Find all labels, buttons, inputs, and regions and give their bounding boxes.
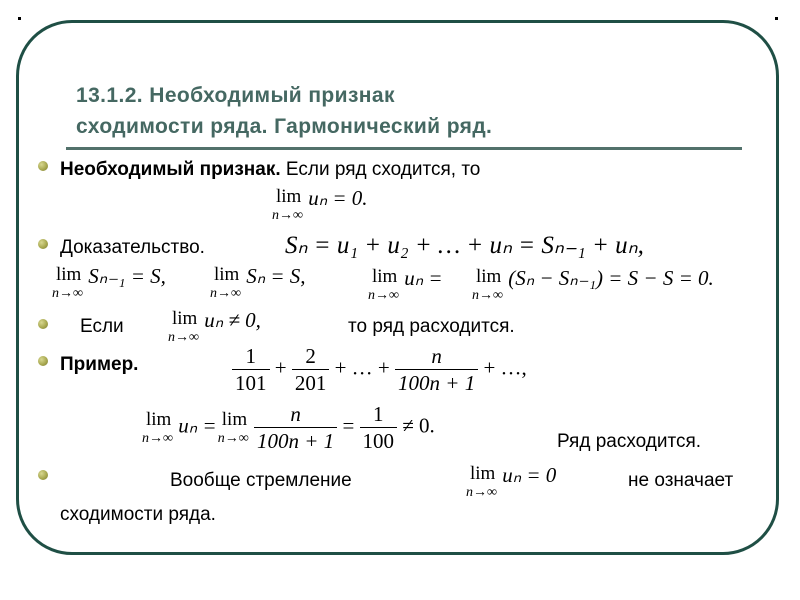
example-limit-frac-num: n: [290, 402, 301, 426]
slide-title-line2: сходимости ряда. Гармонический ряд.: [76, 115, 493, 138]
remark-text-line2: сходимости ряда.: [60, 504, 216, 525]
criterion-formula-body: uₙ = 0.: [308, 186, 368, 210]
bullet-1: [38, 161, 48, 171]
remark-text-end: не означает: [628, 470, 734, 491]
proof-limit-4-body: (Sₙ − Sₙ₋₁) = S − S = 0.: [508, 266, 714, 290]
proof-limit-1: [52, 264, 166, 302]
example-label-text: Пример.: [60, 354, 139, 375]
example-limit-un: uₙ =: [178, 413, 217, 438]
example-series: [232, 344, 527, 395]
series-term-n-num: n: [431, 344, 442, 368]
lim-subscript: n→∞: [142, 430, 173, 446]
series-term-1-den: 101: [232, 369, 270, 395]
lim-word: lim: [476, 266, 502, 287]
lim-subscript: n→∞: [272, 208, 303, 223]
example-limit-eq: =: [342, 413, 355, 438]
lim-subscript: n→∞: [217, 430, 249, 446]
series-dots: + … +: [334, 355, 390, 380]
proof-main-formula-body: Sₙ = u₁ + u₂ + … + uₙ = Sₙ₋₁ + uₙ,: [285, 232, 644, 259]
lim-subscript: n→∞: [472, 288, 503, 303]
series-tail: + …,: [483, 355, 527, 380]
example-limit-frac2-den: 100: [360, 427, 398, 453]
example-limit-frac-den: 100n + 1: [254, 427, 337, 453]
lim-word: lim: [372, 266, 398, 287]
proof-limit-3-body: uₙ =: [404, 266, 443, 290]
lim-word: lim: [470, 463, 496, 484]
divergence-then: то ряд расходится.: [348, 316, 515, 337]
proof-label: Доказательство.: [60, 237, 205, 258]
lim-subscript: n→∞: [168, 330, 199, 345]
criterion-label: Необходимый признак.: [60, 159, 281, 180]
example-label: [60, 354, 138, 376]
lim-subscript: n→∞: [52, 286, 83, 301]
proof-limit-3: [368, 266, 443, 304]
series-term-1-num: 1: [245, 344, 256, 368]
criterion-formula: [272, 186, 368, 224]
divergence-if: Если: [80, 316, 124, 337]
lim-subscript: n→∞: [466, 485, 497, 500]
series-term-2-num: 2: [305, 344, 316, 368]
bullet-4: [38, 356, 48, 366]
lim-word: lim: [214, 264, 240, 285]
bullet-5: [38, 470, 48, 480]
corner-dot-left: [18, 17, 21, 20]
criterion-text: Если ряд сходится, то: [280, 159, 481, 180]
series-term-n-den: 100n + 1: [395, 369, 478, 395]
remark-formula: [466, 463, 557, 501]
divergence-formula-body: uₙ ≠ 0,: [204, 308, 261, 332]
example-conclusion: Ряд расходится.: [557, 431, 702, 452]
corner-dot-right: [775, 17, 778, 20]
title-underline: [66, 147, 742, 150]
example-limit-frac2-num: 1: [373, 402, 384, 426]
proof-main-formula: [285, 232, 644, 260]
lim-word: lim: [221, 408, 248, 430]
lim-word: lim: [146, 408, 172, 430]
bullet-3: [38, 319, 48, 329]
divergence-formula: [168, 308, 261, 346]
slide-title: [76, 80, 756, 142]
series-plus: +: [274, 355, 287, 380]
example-limit: [142, 402, 435, 453]
lim-word: lim: [56, 264, 82, 285]
example-limit-end: ≠ 0.: [402, 413, 435, 438]
proof-limit-4: [472, 266, 714, 304]
slide-title-line1: 13.1.2. Необходимый признак: [76, 84, 395, 107]
criterion-statement: [60, 159, 480, 181]
proof-limit-2: [210, 264, 306, 302]
lim-word: lim: [276, 186, 302, 207]
bullet-2: [38, 239, 48, 249]
remark-text-start: Вообще стремление: [170, 470, 352, 491]
lim-word: lim: [172, 308, 198, 329]
proof-limit-2-body: Sₙ = S,: [246, 264, 306, 288]
remark-formula-body: uₙ = 0: [502, 463, 557, 487]
series-term-2-den: 201: [292, 369, 330, 395]
proof-limit-1-body: Sₙ₋₁ = S,: [88, 264, 166, 288]
lim-subscript: n→∞: [210, 286, 241, 301]
lim-subscript: n→∞: [368, 288, 399, 303]
